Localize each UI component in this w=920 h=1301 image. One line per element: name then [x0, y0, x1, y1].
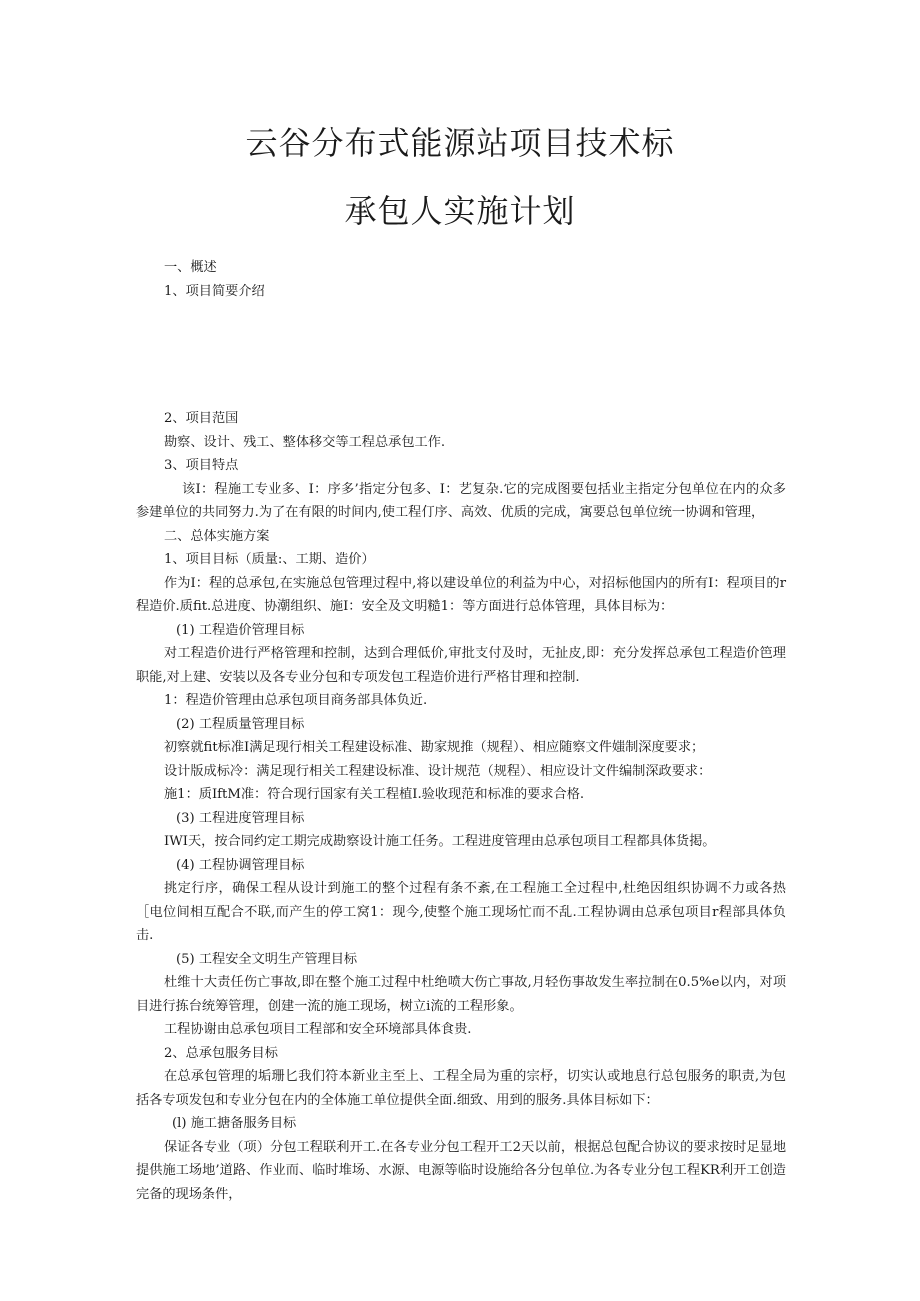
document-title: 云谷分布式能源站项目技术标: [245, 124, 675, 162]
paragraph-safety: 杜维十大责任伤亡事故,即在整个施工过程中杜绝喷大伤亡事故,月轻伤事故发生率拉制在0.5%e以内，对项目进行拣台统筹管理，创建一流的施工现场，树立i流的工程形象。: [136, 975, 786, 1014]
subsection-heading-scope: 2、项目范国: [164, 411, 239, 426]
document-body: [136, 256, 786, 1206]
subsection-heading-features: 3、项目特点: [164, 458, 239, 473]
goal-heading-coordination: (4) 工程协调管理目标: [176, 857, 305, 873]
paragraph-cost: 对工程造价进行严格管理和控制，达到合理低价,审批支付及时，无扯皮,即：充分发挥总承包工程造价笆理职能,对上建、安装以及各专业分包和专项发包工程造价进行严格甘理和控制.: [136, 646, 786, 685]
paragraph-quality-design: 设计版成标冷：满足现行相关工程建设标准、设计规范（规程）、相应设计文件编制深政要求：: [164, 763, 712, 779]
goal-heading-quality: (2) 工程质量管理目标: [176, 716, 305, 732]
goal-heading-safety: (5) 工程安全文明生产管理目标: [176, 951, 358, 967]
goal-heading-preparation: (l) 施工搪备服务目标: [172, 1116, 297, 1131]
goal-heading-schedule: (3) 工程进度管理目标: [176, 810, 305, 826]
paragraph-safety-owner: 工程协谢由总承包项目工程部和安全环境部具体食贵.: [164, 1022, 472, 1037]
section-heading-overview: 一、概述: [164, 260, 217, 275]
paragraph-cost-owner: 1：程造价管理由总承包项目商务部具体负近.: [164, 693, 428, 708]
paragraph-coordination: 挑定行序，确保工程从设计到施工的整个过程有条不紊,在工程施工全过程中,杜绝因组织协调不力或各热［电位间相互配合不联,而产生的停工窝1：现今,使整个施工现场忙而不乱.工程协调由总承包项目r程部具体负击.: [136, 881, 786, 943]
paragraph-service: 在总承包管理的垢珊匕我们符本新业主至上、工程全局为重的宗杼，切实认或地息行总包服务的职责,为包括各专项发包和专业分包在内的全体施工单位提供全面.细致、用到的服务.具体目标如下：: [136, 1069, 786, 1108]
subsection-heading-intro: 1、项目简要介绍: [164, 283, 265, 299]
paragraph-preparation: 保证各专业（项）分包工程联利开工.在各专业分包工程开工2天以前，根据总包配合协议的要求按时足显地提供施工场地’道路、作业而、临时堆场、水源、电源等临时设施给各分包单位.为各专业分包工程KR利开工创造完备的现场条件，: [136, 1139, 786, 1202]
document-subtitle: 承包人实施计划: [344, 192, 576, 230]
paragraph-scope: 勘察、设计、残工、整体移交等工程总承包工作.: [164, 434, 446, 450]
section-heading-plan: 二、总体实施方案: [164, 528, 270, 544]
paragraph-quality-survey: 初察就fit标准I满足现行相关工程建设标准、勘家规推（规程）、相应随察文件媸制深度要求；: [164, 740, 705, 755]
paragraph-goals: 作为I：程的总承包,在实施总包管理过程中,将以建设单位的利益为中心，对招标他国内的所有I：程项目的r程造价.质fit.总进度、协潮组织、施I：安全及文明糙1：等方面进行总体管理，具体目标为：: [136, 575, 786, 614]
subsection-heading-service: 2、总承包服务目标: [164, 1045, 278, 1061]
goal-heading-cost: (1) 工程造价管理目标: [176, 622, 305, 638]
paragraph-quality-construction: 施1：质IftM准：符合现行国家有关工程植I.验收现范和标准的要求合格.: [164, 787, 585, 802]
subsection-heading-goals: 1、项目目标（质量:、工期、造价）: [164, 552, 375, 567]
blank-space: [136, 303, 786, 407]
paragraph-features: 该I：程施工专业多、I：序多’指定分包多、I：艺复杂.它的完成图要包括业主指定分包单位在内的众多参建单位的共同努力.为了在有限的时间内,使工程仃序、高效、优质的完成，寓要总包单位统一协调和管理，: [136, 481, 786, 520]
paragraph-schedule: IWI天，按合同约定工期完成勘察设计施工任务。工程进度管理由总承包项目工程都具体货掲。: [164, 834, 716, 849]
